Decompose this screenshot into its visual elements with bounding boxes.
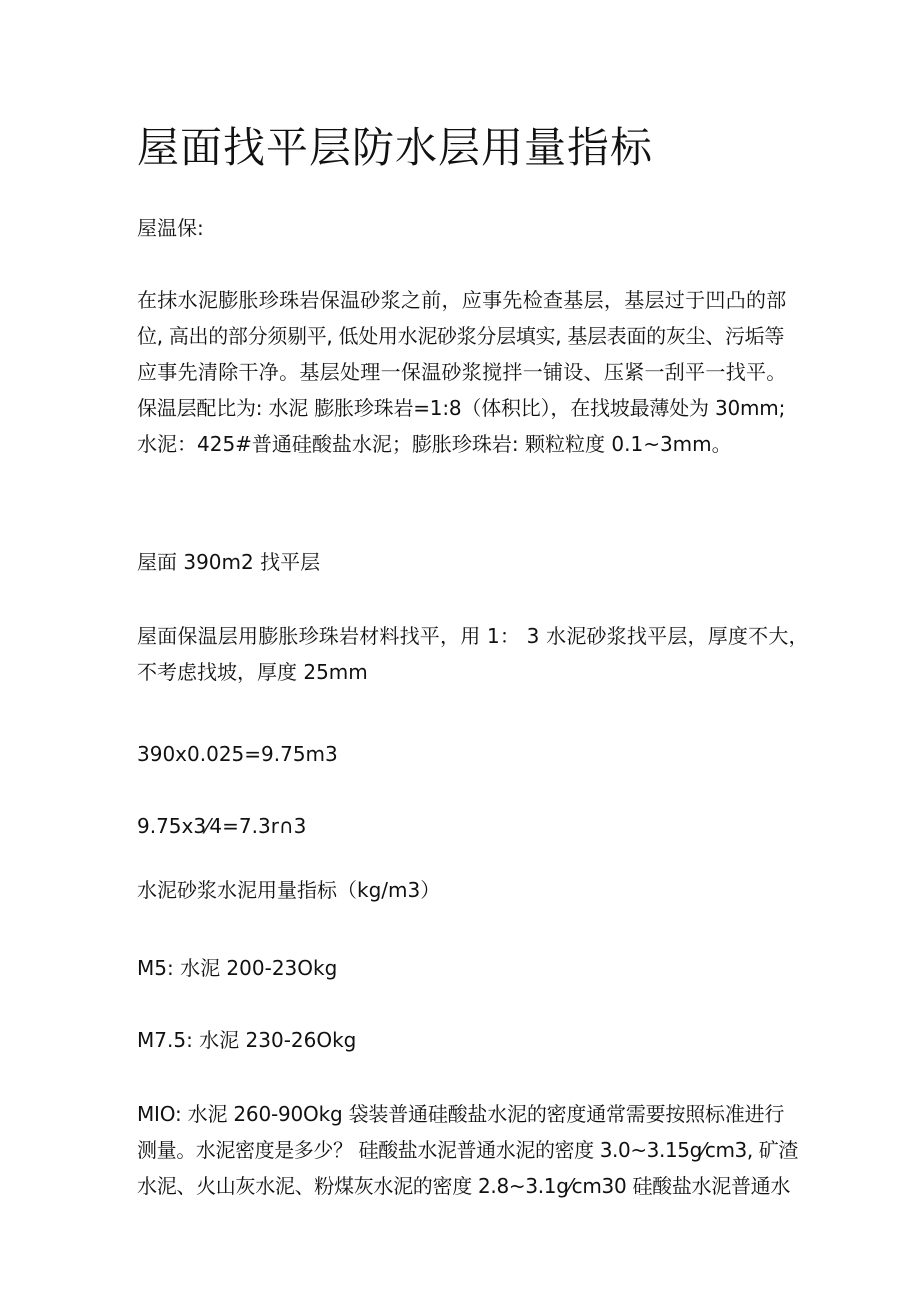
paragraph-line: 水泥：425#普通硅酸盐水泥；膨胀珍珠岩: 颗粒粒度 0.1~3mm。 — [137, 432, 732, 456]
document-title: 屋面找平层防水层用量指标 — [137, 123, 654, 172]
paragraph-cement-density — [137, 1096, 798, 1204]
roof-leveling-heading: 屋面 390m2 找平层 — [137, 550, 321, 574]
paragraph-line: 不考虑找坡，厚度 25mm — [137, 660, 368, 684]
paragraph-line: MIO: 水泥 260-90Okg 袋装普通硅酸盐水泥的密度通常需要按照标准进行 — [137, 1102, 785, 1126]
paragraph-leveling — [137, 618, 809, 690]
calculation-result: 9.75x3⁄4=7.3r∩3 — [137, 814, 307, 838]
paragraph-line: 屋面保温层用膨胀珍珠岩材料找平，用 1： 3 水泥砂浆找平层，厚度不大， — [137, 624, 809, 648]
calculation-volume: 390x0.025=9.75m3 — [137, 742, 338, 766]
paragraph-line: 测量。水泥密度是多少？ 硅酸盐水泥普通水泥的密度 3.0~3.15g⁄cm3, 矿渣 — [137, 1138, 798, 1162]
paragraph-line: 位, 高出的部分须剔平, 低处用水泥砂浆分层填实, 基层表面的灰尘、污垢等 — [137, 324, 785, 348]
paragraph-base-treatment — [137, 282, 787, 462]
paragraph-line: 保温层配比为: 水泥 膨胀珍珠岩=1:8（体积比），在找坡最薄处为 30mm; — [137, 396, 786, 420]
paragraph-line: 应事先清除干净。基层处理一保温砂浆搅拌一铺设、压紧一刮平一找平。 — [137, 360, 787, 384]
paragraph-line: 在抹水泥膨胀珍珠岩保温砂浆之前，应事先检查基层，基层过于凹凸的部 — [137, 288, 787, 312]
m75-indicator: M7.5: 水泥 230-26Okg — [137, 1028, 357, 1052]
m5-indicator: M5: 水泥 200-23Okg — [137, 956, 338, 980]
section-label: 屋温保: — [137, 216, 204, 240]
paragraph-line: 水泥、火山灰水泥、粉煤灰水泥的密度 2.8~3.1g⁄cm30 硅酸盐水泥普通水 — [137, 1174, 791, 1198]
cement-indicator-heading: 水泥砂浆水泥用量指标（kg/m3） — [137, 878, 441, 902]
